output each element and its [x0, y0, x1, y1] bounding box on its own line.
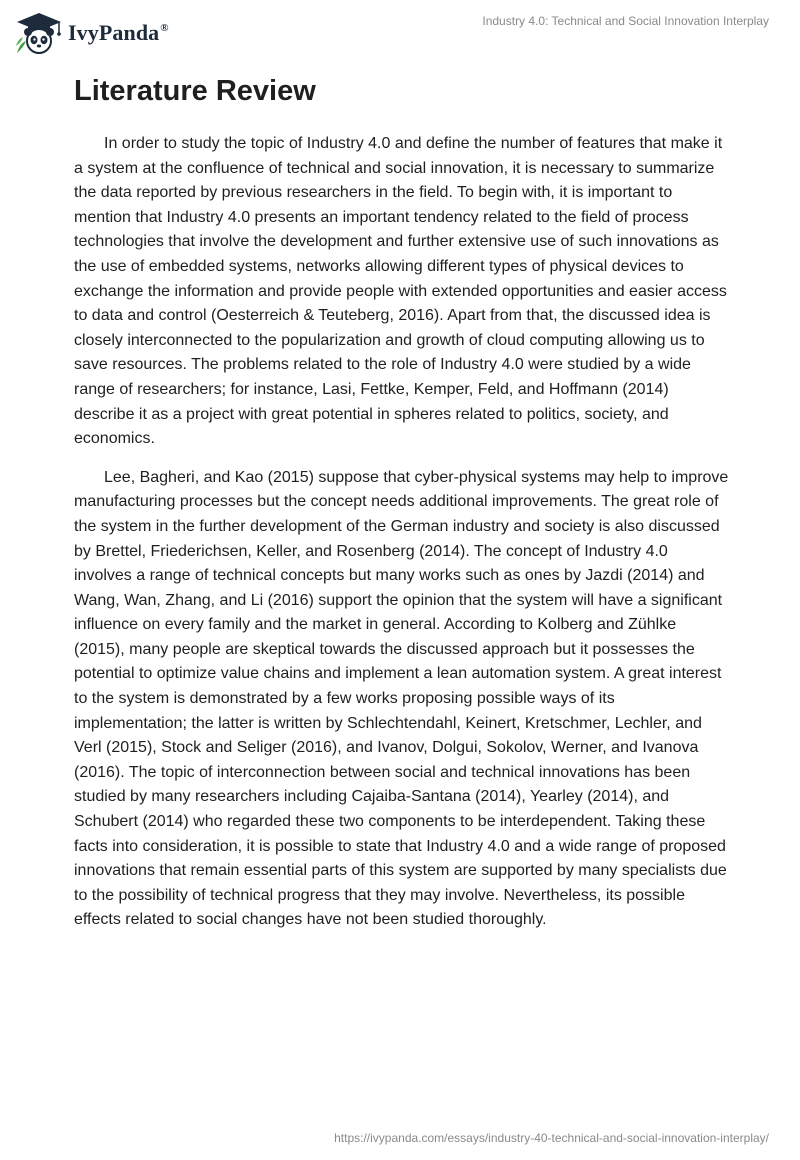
paragraph: Lee, Bagheri, and Kao (2015) suppose that cyber-physical systems may help to improve manufacturing processes but the concept needs additional improvements. The great role of the system in the further development of the German industry and society is also discussed by Brettel, Friederichsen, Keller, and Rosenberg (2014). The concept of Industry 4.0 involves a range of technical concepts but many works such as ones by Jazdi (2014) and Wang, Wan, Zhang, and Li (2016) support the opinion that the system will have a significant influence on every family and the market in general. According to Kolberg and Zühlke (2015), many people are skeptical towards the discussed approach but it possesses the potential to optimize value chains and implement a lean automation system. A great interest to the system is demonstrated by a few works proposing possible ways of its implementation; the latter is written by Schlechtendahl, Keinert, Kretschmer, Lechler, and Verl (2015), Stock and Seliger (2016), and Ivanov, Dolgui, Sokolov, Werner, and Ivanova (2016). The topic of interconnection between social and technical innovations has been studied by many researchers including Cajaiba-Santana (2014), Yearley (2014), and Schubert (2014) who regarded these two components to be interdependent. Taking these facts into consideration, it is possible to state that Industry 4.0 and a wide range of proposed innovations that remain essential parts of this system are supported by many specialists due to the possibility of technical progress that they may involve. Nevertheless, its possible effects related to social changes have not been studied thoroughly. — [74, 468, 729, 929]
brand-name: IvyPanda® — [68, 20, 169, 45]
source-url[interactable]: https://ivypanda.com/essays/industry-40-technical-and-social-innovation-interplay/ — [334, 1131, 769, 1145]
panda-graduation-cap-icon — [14, 11, 64, 55]
ivypanda-logo[interactable] — [14, 10, 169, 56]
paragraph: In order to study the topic of Industry 4.0 and define the number of features that make it a system at the confluence of technical and social innovation, it is necessary to summarize the data reported by previous researchers in the field. To begin with, it is important to mention that Industry 4.0 presents an important tendency related to the field of process technologies that involve the development and further extensive use of such innovations as the use of embedded systems, networks allowing different types of physical devices to exchange the information and provide people with extended opportunities and easier access to data and control (Oesterreich & Teuteberg, 2016). Apart from that, the discussed idea is closely interconnected to the popularization and growth of cloud computing allowing us to save resources. The problems related to the role of Industry 4.0 were studied by a wide range of researchers; for instance, Lasi, Fettke, Kemper, Feld, and Hoffmann (2014) describe it as a project with great potential in spheres related to politics, society, and economics. — [74, 135, 727, 448]
registered-mark: ® — [160, 22, 169, 34]
article-body — [74, 132, 730, 947]
document-title: Industry 4.0: Technical and Social Innovation Interplay — [482, 14, 769, 28]
section-heading: Literature Review — [74, 75, 316, 107]
